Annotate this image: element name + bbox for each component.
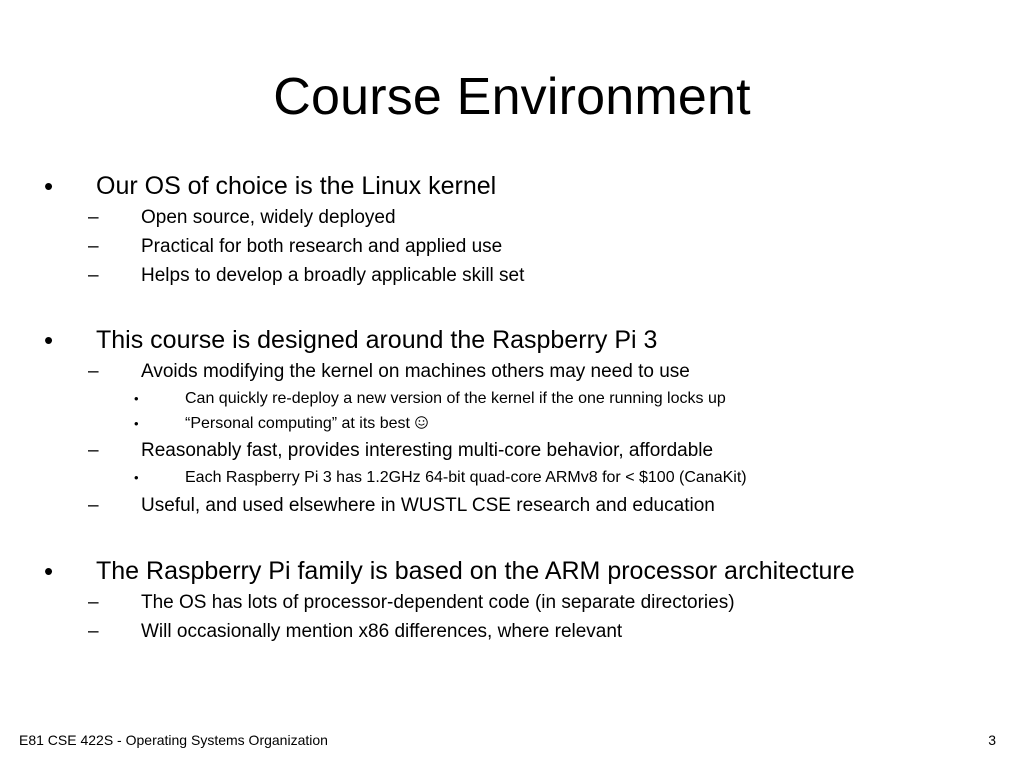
dash-marker: –	[88, 495, 99, 516]
sub-bullet-text: The OS has lots of processor-dependent code (in separate directories)	[141, 592, 735, 613]
dash-marker: –	[88, 621, 99, 642]
sub-bullet-text: Open source, widely deployed	[141, 207, 396, 228]
bullet-text: Our OS of choice is the Linux kernel	[96, 172, 497, 200]
sub-bullet-text: Helps to develop a broadly applicable skill set	[141, 265, 525, 286]
dash-marker: –	[88, 440, 99, 461]
bullet-text: This course is designed around the Raspberry Pi 3	[96, 326, 658, 354]
bullet-marker: •	[44, 325, 54, 355]
smiley-face-icon	[415, 416, 428, 429]
sub-sub-bullet-text: Can quickly re-deploy a new version of the kernel if the one running locks up	[185, 390, 726, 407]
sub-bullet-text: Reasonably fast, provides interesting multi-core behavior, affordable	[141, 440, 714, 461]
dash-marker: –	[88, 592, 99, 613]
bullet-marker: •	[134, 391, 139, 406]
dash-marker: –	[88, 207, 99, 228]
slide-number: 3	[988, 732, 996, 748]
dash-marker: –	[88, 236, 99, 257]
sub-bullet-text: Avoids modifying the kernel on machines others may need to use	[141, 361, 690, 382]
sub-bullet-text: Useful, and used elsewhere in WUSTL CSE research and education	[141, 495, 715, 516]
dash-marker: –	[88, 265, 99, 286]
bullet-marker: •	[44, 556, 54, 586]
footer-course-name: E81 CSE 422S - Operating Systems Organization	[19, 732, 328, 748]
bullet-marker: •	[134, 470, 139, 485]
dash-marker: –	[88, 361, 99, 382]
slide-title: Course Environment	[273, 68, 751, 126]
sub-bullet-text: Practical for both research and applied use	[141, 236, 503, 257]
bullet-marker: •	[134, 416, 139, 431]
sub-sub-bullet-text: “Personal computing” at its best	[185, 415, 410, 432]
sub-sub-bullet-text: Each Raspberry Pi 3 has 1.2GHz 64-bit quad-core ARMv8 for < $100 (CanaKit)	[185, 469, 747, 486]
sub-sub-bullet-content	[185, 414, 428, 434]
bullet-text: The Raspberry Pi family is based on the ARM processor architecture	[96, 557, 855, 585]
sub-bullet-text: Will occasionally mention x86 differences, where relevant	[141, 621, 623, 642]
bullet-marker: •	[44, 171, 54, 201]
